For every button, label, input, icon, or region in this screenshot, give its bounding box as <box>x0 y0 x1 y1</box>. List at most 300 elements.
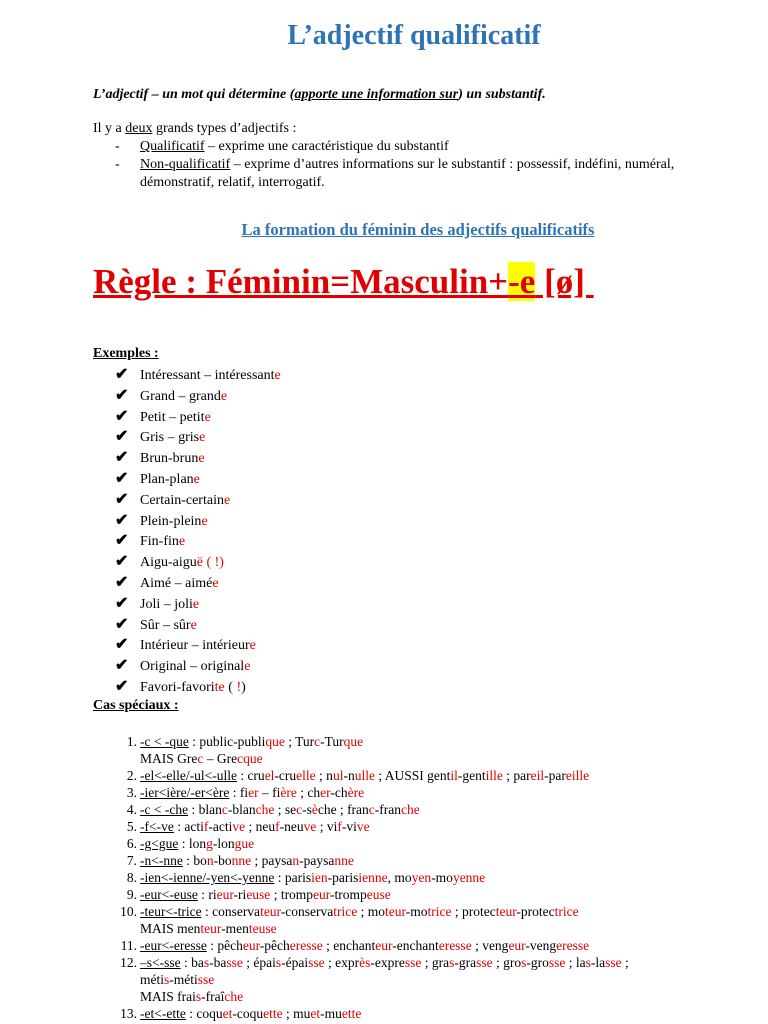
special-cases-heading: Cas spéciaux : <box>93 698 179 713</box>
ending-highlight: teuse <box>248 921 277 936</box>
type-description: – exprime d’autres informations sur le substantif : possessif, indéfini, numéral, démonstratif, relatif, interrogatif. <box>140 157 675 190</box>
segment-text: -paris <box>327 870 359 885</box>
ending-highlight: c <box>296 802 303 817</box>
special-case-line <box>140 869 745 886</box>
example-text: Intéressant – intéressant <box>140 368 275 383</box>
segment-text: -veng <box>525 938 557 953</box>
segment-text: ; mo <box>357 904 386 919</box>
ending-highlight: sse <box>605 955 622 970</box>
segment-text: -acti <box>208 819 233 834</box>
segment-text: ; AUSSI gent <box>374 768 451 783</box>
ending-highlight: el <box>264 768 275 783</box>
segment-text: : paris <box>274 870 312 885</box>
suffix-pattern: –s<-sse <box>140 955 181 970</box>
example-ending: e <box>190 617 197 633</box>
segment-text: ; n <box>315 768 333 783</box>
item-number: 1. <box>126 734 137 749</box>
ending-highlight: teur <box>200 921 222 936</box>
rule-text: Règle : Féminin=Masculin+ <box>93 262 509 301</box>
suffix-pattern: -teur<-trice <box>140 904 202 919</box>
segment-text: : ri <box>197 887 217 902</box>
segment-text: -conserva <box>280 904 334 919</box>
item-number: 7. <box>126 853 137 868</box>
segment-text: -fraî <box>201 989 225 1004</box>
segment-text: -coqu <box>232 1006 264 1021</box>
segment-text: MAIS frai <box>140 989 196 1004</box>
special-case-item <box>113 818 745 835</box>
item-number: 13. <box>120 1006 137 1021</box>
special-case-item <box>113 903 745 937</box>
segment-text: -bo <box>213 853 232 868</box>
definition-underlined: apporte une information sur <box>294 87 459 102</box>
example-ending: e <box>193 471 200 487</box>
example-ending: e <box>199 430 206 446</box>
segment-text: MAIS Gre <box>140 751 198 766</box>
segment-text: méti <box>140 972 164 987</box>
segment-text: : pêch <box>206 938 243 953</box>
example-text: Aigu-aigu <box>140 555 197 571</box>
example-ending: e <box>178 534 186 550</box>
segment-text: -épai <box>281 955 309 970</box>
example-text: Grand – grand <box>140 388 221 404</box>
example-item <box>115 677 281 698</box>
segment-text: -vi <box>341 819 357 834</box>
special-case-line <box>140 750 745 767</box>
example-segment: ( <box>224 679 237 695</box>
example-ending: ë ( !) <box>196 555 224 571</box>
special-case-item <box>113 886 745 903</box>
checkmark-icon: ✔ <box>115 677 129 695</box>
special-case-line <box>140 954 745 971</box>
segment-text: ; tromp <box>270 887 314 902</box>
segment-text: ; mu <box>282 1006 311 1021</box>
segment-text: : conserva <box>201 904 261 919</box>
suffix-pattern: -c < -que <box>140 734 189 749</box>
type-term: Non-qualificatif <box>140 157 231 172</box>
ending-highlight: euse <box>366 887 391 902</box>
segment-text: -gro <box>526 955 549 970</box>
ending-highlight: sse <box>404 955 422 970</box>
segment-text: -gent <box>457 768 486 783</box>
ending-highlight: il <box>450 768 458 783</box>
suffix-pattern: -c < -che <box>140 802 189 817</box>
suffix-pattern: -g<gue <box>140 836 179 851</box>
special-case-line <box>140 971 745 988</box>
examples-heading: Exemples : <box>93 346 159 361</box>
segment-text: -mo <box>431 870 453 885</box>
bullet-dash: - <box>115 157 120 172</box>
examples-list <box>115 365 281 698</box>
example-text: Sûr – sûr <box>140 617 191 633</box>
segment-text: -cru <box>274 768 297 783</box>
segment-text: ; enchant <box>322 938 376 953</box>
segment-text: ; <box>621 955 629 970</box>
suffix-pattern: -n<-nne <box>140 853 183 868</box>
example-ending: e <box>220 388 228 404</box>
example-text: Fin-fin <box>140 534 179 550</box>
segment-text: -s <box>302 802 312 817</box>
item-number: 9. <box>126 887 137 902</box>
special-case-item <box>113 852 745 869</box>
ending-highlight: eil <box>530 768 545 783</box>
ending-highlight: cque <box>237 751 263 766</box>
example-item <box>115 552 281 573</box>
example-text: Brun-brun <box>140 451 199 467</box>
ending-highlight: che <box>255 802 275 817</box>
ending-highlight: c <box>368 802 375 817</box>
example-text: Joli – joli <box>140 596 193 612</box>
segment-text: -lon <box>212 836 235 851</box>
ending-highlight: ve <box>232 819 246 834</box>
ending-highlight: ette <box>341 1006 362 1021</box>
item-number: 11. <box>120 938 137 953</box>
suffix-pattern: -eur<-euse <box>140 887 198 902</box>
suffix-pattern: -el<-elle/-ul<-ulle <box>140 768 237 783</box>
ending-highlight: teur <box>260 904 281 919</box>
ending-highlight: g <box>206 836 213 851</box>
special-case-line <box>140 988 745 1005</box>
ending-highlight: trice <box>427 904 452 919</box>
type-term: Qualificatif <box>140 139 205 154</box>
special-case-item <box>113 1005 745 1022</box>
special-case-line <box>140 801 745 818</box>
ending-highlight: ul <box>332 768 344 783</box>
ending-highlight: eresse <box>438 938 472 953</box>
ending-highlight: eresse <box>556 938 590 953</box>
ending-highlight: er <box>248 785 259 800</box>
segment-text: ; épai <box>242 955 276 970</box>
checkmark-icon: ✔ <box>115 553 129 571</box>
ending-highlight: eresse <box>289 938 323 953</box>
example-item <box>115 365 281 386</box>
ending-highlight: n <box>292 853 300 868</box>
special-case-line <box>140 1005 745 1022</box>
segment-text: : fi <box>229 785 249 800</box>
segment-text: ; neu <box>245 819 276 834</box>
segment-text: : coqu <box>185 1006 223 1021</box>
ending-highlight: n <box>206 853 214 868</box>
example-ending: e <box>201 513 208 529</box>
ending-highlight: que <box>265 734 285 749</box>
ending-highlight: yen <box>411 870 432 885</box>
ending-highlight: nne <box>231 853 252 868</box>
example-text: Original – original <box>140 659 245 675</box>
example-text: Certain-certain <box>140 492 224 508</box>
ending-highlight: s <box>449 955 455 970</box>
segment-text: – fi <box>258 785 281 800</box>
ending-highlight: eur <box>216 887 234 902</box>
checkmark-icon: ✔ <box>115 615 129 633</box>
example-item <box>115 469 281 490</box>
ending-highlight: ienne <box>358 870 388 885</box>
example-segment: ! <box>236 679 242 695</box>
segment-text: ; vi <box>316 819 338 834</box>
example-item <box>115 386 281 407</box>
definition-prefix: L’adjectif – un mot qui détermine ( <box>93 87 295 102</box>
ending-highlight: eille <box>565 768 590 783</box>
ending-highlight: nne <box>334 853 354 868</box>
example-ending: e <box>198 451 205 467</box>
segment-text: -Tur <box>320 734 344 749</box>
special-case-line <box>140 903 745 920</box>
ending-highlight: s <box>585 955 591 970</box>
rule-heading <box>93 262 594 302</box>
example-segment: e <box>218 679 225 695</box>
segment-text: : bo <box>182 853 207 868</box>
example-item <box>115 407 281 428</box>
ending-highlight: c <box>197 751 204 766</box>
ending-highlight: teur <box>495 904 517 919</box>
example-item <box>115 427 281 448</box>
ending-highlight: sse <box>197 972 215 987</box>
ending-highlight: teur <box>385 904 406 919</box>
ending-highlight: s <box>203 955 210 970</box>
example-item <box>115 511 281 532</box>
example-ending: e <box>249 638 256 654</box>
segment-text: -mo <box>405 904 428 919</box>
page-title: L’adjectif qualificatif <box>287 20 541 51</box>
example-item <box>115 615 281 636</box>
section-subtitle: La formation du féminin des adjectifs qualificatifs <box>241 220 595 239</box>
ending-highlight: ès <box>359 955 371 970</box>
example-text: Plan-plan <box>140 471 194 487</box>
definition-suffix: ) un substantif. <box>458 87 546 102</box>
types-intro-pre: Il y a <box>93 121 126 136</box>
ending-highlight: trice <box>554 904 579 919</box>
ending-highlight: ien <box>311 870 328 885</box>
ending-highlight: sse <box>476 955 493 970</box>
item-number: 8. <box>126 870 137 885</box>
example-text: Plein-plein <box>140 513 202 529</box>
segment-text: ; gro <box>492 955 522 970</box>
segment-text: ; gra <box>421 955 450 970</box>
type-item-non-qualificatif <box>93 156 743 192</box>
ending-highlight: ère <box>347 785 365 800</box>
ending-highlight: er <box>320 785 331 800</box>
segment-text: : public-publi <box>188 734 266 749</box>
special-case-item <box>113 733 745 767</box>
special-case-line <box>140 937 745 954</box>
example-ending: e <box>192 596 200 612</box>
segment-text: -méti <box>169 972 198 987</box>
segment-text: -protec <box>516 904 555 919</box>
special-case-item <box>113 835 745 852</box>
example-ending: e <box>244 659 251 675</box>
item-number: 4. <box>126 802 137 817</box>
example-item <box>115 573 281 594</box>
special-case-item <box>113 869 745 886</box>
ending-highlight: s <box>164 972 170 987</box>
example-text: Petit – petit <box>140 409 205 425</box>
ending-highlight: sse <box>308 955 325 970</box>
segment-text: ; expr <box>324 955 360 970</box>
example-ending: e <box>212 575 219 591</box>
bullet-dash: - <box>115 139 120 154</box>
segment-text: -n <box>343 768 355 783</box>
item-number: 5. <box>126 819 137 834</box>
segment-text: ; paysa <box>251 853 293 868</box>
checkmark-icon: ✔ <box>115 386 129 404</box>
ending-highlight: c <box>221 802 228 817</box>
example-item <box>115 490 281 511</box>
segment-text: : acti <box>173 819 204 834</box>
ending-highlight: trice <box>333 904 358 919</box>
segment-text: -fran <box>374 802 402 817</box>
ending-highlight: f <box>337 819 342 834</box>
suffix-pattern: -f<-ve <box>140 819 174 834</box>
example-text: Favori-favori <box>140 679 215 695</box>
segment-text: -la <box>590 955 606 970</box>
segment-text: – Gre <box>203 751 238 766</box>
special-case-item <box>113 801 745 818</box>
example-ending: e <box>204 409 211 425</box>
checkmark-icon: ✔ <box>115 428 129 446</box>
adjective-types <box>93 120 743 192</box>
special-cases-list <box>113 733 745 1022</box>
checkmark-icon: ✔ <box>115 511 129 529</box>
ending-highlight: ère <box>280 785 297 800</box>
suffix-pattern: -eur<-eresse <box>140 938 207 953</box>
special-case-line <box>140 818 745 835</box>
types-intro <box>93 120 743 138</box>
special-case-item <box>113 937 745 954</box>
ending-highlight: s <box>275 955 282 970</box>
segment-text: -ri <box>233 887 247 902</box>
segment-text: MAIS men <box>140 921 201 936</box>
item-number: 10. <box>120 904 137 919</box>
ending-highlight: eur <box>375 938 393 953</box>
example-text: Gris – gris <box>140 430 200 446</box>
ending-highlight: eur <box>242 938 260 953</box>
segment-text: : lon <box>178 836 207 851</box>
segment-text: ; Tur <box>284 734 315 749</box>
ending-highlight: f <box>275 819 280 834</box>
example-text: Intérieur – intérieur <box>140 638 250 654</box>
segment-text: ; se <box>274 802 297 817</box>
example-ending: e <box>274 368 281 383</box>
segment-text: ; protec <box>451 904 496 919</box>
ending-highlight: f <box>203 819 209 834</box>
checkmark-icon: ✔ <box>115 594 129 612</box>
segment-text: ; la <box>565 955 586 970</box>
special-case-line <box>140 767 745 784</box>
ending-highlight: eur <box>313 887 331 902</box>
special-case-item <box>113 954 745 1005</box>
segment-text: -ch <box>330 785 348 800</box>
item-number: 12. <box>120 955 137 970</box>
ending-highlight: è <box>311 802 318 817</box>
segment-text: : blan <box>188 802 222 817</box>
special-case-line <box>140 835 745 852</box>
segment-text: -pêch <box>259 938 290 953</box>
checkmark-icon: ✔ <box>115 449 129 467</box>
example-ending: t <box>214 679 219 695</box>
checkmark-icon: ✔ <box>115 366 129 383</box>
segment-text: -expre <box>370 955 405 970</box>
ending-highlight: c <box>314 734 321 749</box>
special-case-line <box>140 784 745 801</box>
example-item <box>115 635 281 656</box>
special-case-line <box>140 920 745 937</box>
segment-text: : ba <box>180 955 204 970</box>
segment-text: -gra <box>454 955 477 970</box>
ending-highlight: sse <box>226 955 243 970</box>
checkmark-icon: ✔ <box>115 490 129 508</box>
segment-text: -par <box>544 768 566 783</box>
ending-highlight: sse <box>548 955 566 970</box>
checkmark-icon: ✔ <box>115 636 129 654</box>
rule-highlight: -e <box>508 262 536 301</box>
checkmark-icon: ✔ <box>115 469 129 487</box>
example-text: Aimé – aimé <box>140 575 213 591</box>
ending-highlight: et <box>310 1006 321 1021</box>
type-description: – exprime une caractéristique du substantif <box>204 139 449 154</box>
special-case-line <box>140 852 745 869</box>
ending-highlight: che <box>401 802 420 817</box>
example-ending: e <box>223 492 231 508</box>
ending-highlight: ve <box>356 819 370 834</box>
ending-highlight: s <box>521 955 527 970</box>
segment-text: : cru <box>236 768 265 783</box>
example-item <box>115 594 281 615</box>
ending-highlight: che <box>224 989 244 1004</box>
ending-highlight: ulle <box>354 768 375 783</box>
suffix-pattern: -et<-ette <box>140 1006 186 1021</box>
segment-text: che ; fran <box>317 802 369 817</box>
ending-highlight: yenne <box>452 870 486 885</box>
ending-highlight: elle <box>296 768 316 783</box>
segment-text: -tromp <box>330 887 367 902</box>
ending-highlight: gue <box>234 836 255 851</box>
segment-text: -ba <box>209 955 227 970</box>
ending-highlight: eur <box>508 938 526 953</box>
types-intro-underlined: deux <box>125 121 153 136</box>
special-case-line <box>140 733 745 750</box>
ending-highlight: ille <box>485 768 503 783</box>
suffix-pattern: -ier<ière/-er<ère <box>140 785 230 800</box>
segment-text: ; veng <box>471 938 509 953</box>
ending-highlight: ette <box>263 1006 283 1021</box>
segment-text: -enchant <box>392 938 439 953</box>
ending-highlight: euse <box>246 887 271 902</box>
ending-highlight: que <box>343 734 364 749</box>
ending-highlight: et <box>222 1006 233 1021</box>
segment-text: ; ch <box>296 785 321 800</box>
segment-text: -men <box>221 921 249 936</box>
checkmark-icon: ✔ <box>115 532 129 550</box>
segment-text: -paysa <box>299 853 335 868</box>
type-item-qualificatif <box>93 138 743 156</box>
ending-highlight: ve <box>303 819 317 834</box>
segment-text: -mu <box>320 1006 342 1021</box>
item-number: 6. <box>126 836 137 851</box>
suffix-pattern: -ien<-ienne/-yen<-yenne <box>140 870 275 885</box>
ending-highlight: s <box>195 989 202 1004</box>
types-intro-post: grands types d’adjectifs : <box>152 121 297 136</box>
example-item <box>115 448 281 469</box>
definition <box>93 87 546 103</box>
segment-text: ; par <box>502 768 531 783</box>
special-case-line <box>140 886 745 903</box>
example-segment: ) <box>241 679 246 695</box>
example-item <box>115 531 281 552</box>
checkmark-icon: ✔ <box>115 407 129 425</box>
checkmark-icon: ✔ <box>115 573 129 591</box>
checkmark-icon: ✔ <box>115 657 129 675</box>
item-number: 3. <box>126 785 137 800</box>
segment-text: , mo <box>387 870 412 885</box>
rule-phonetic: [ø] <box>535 262 594 301</box>
